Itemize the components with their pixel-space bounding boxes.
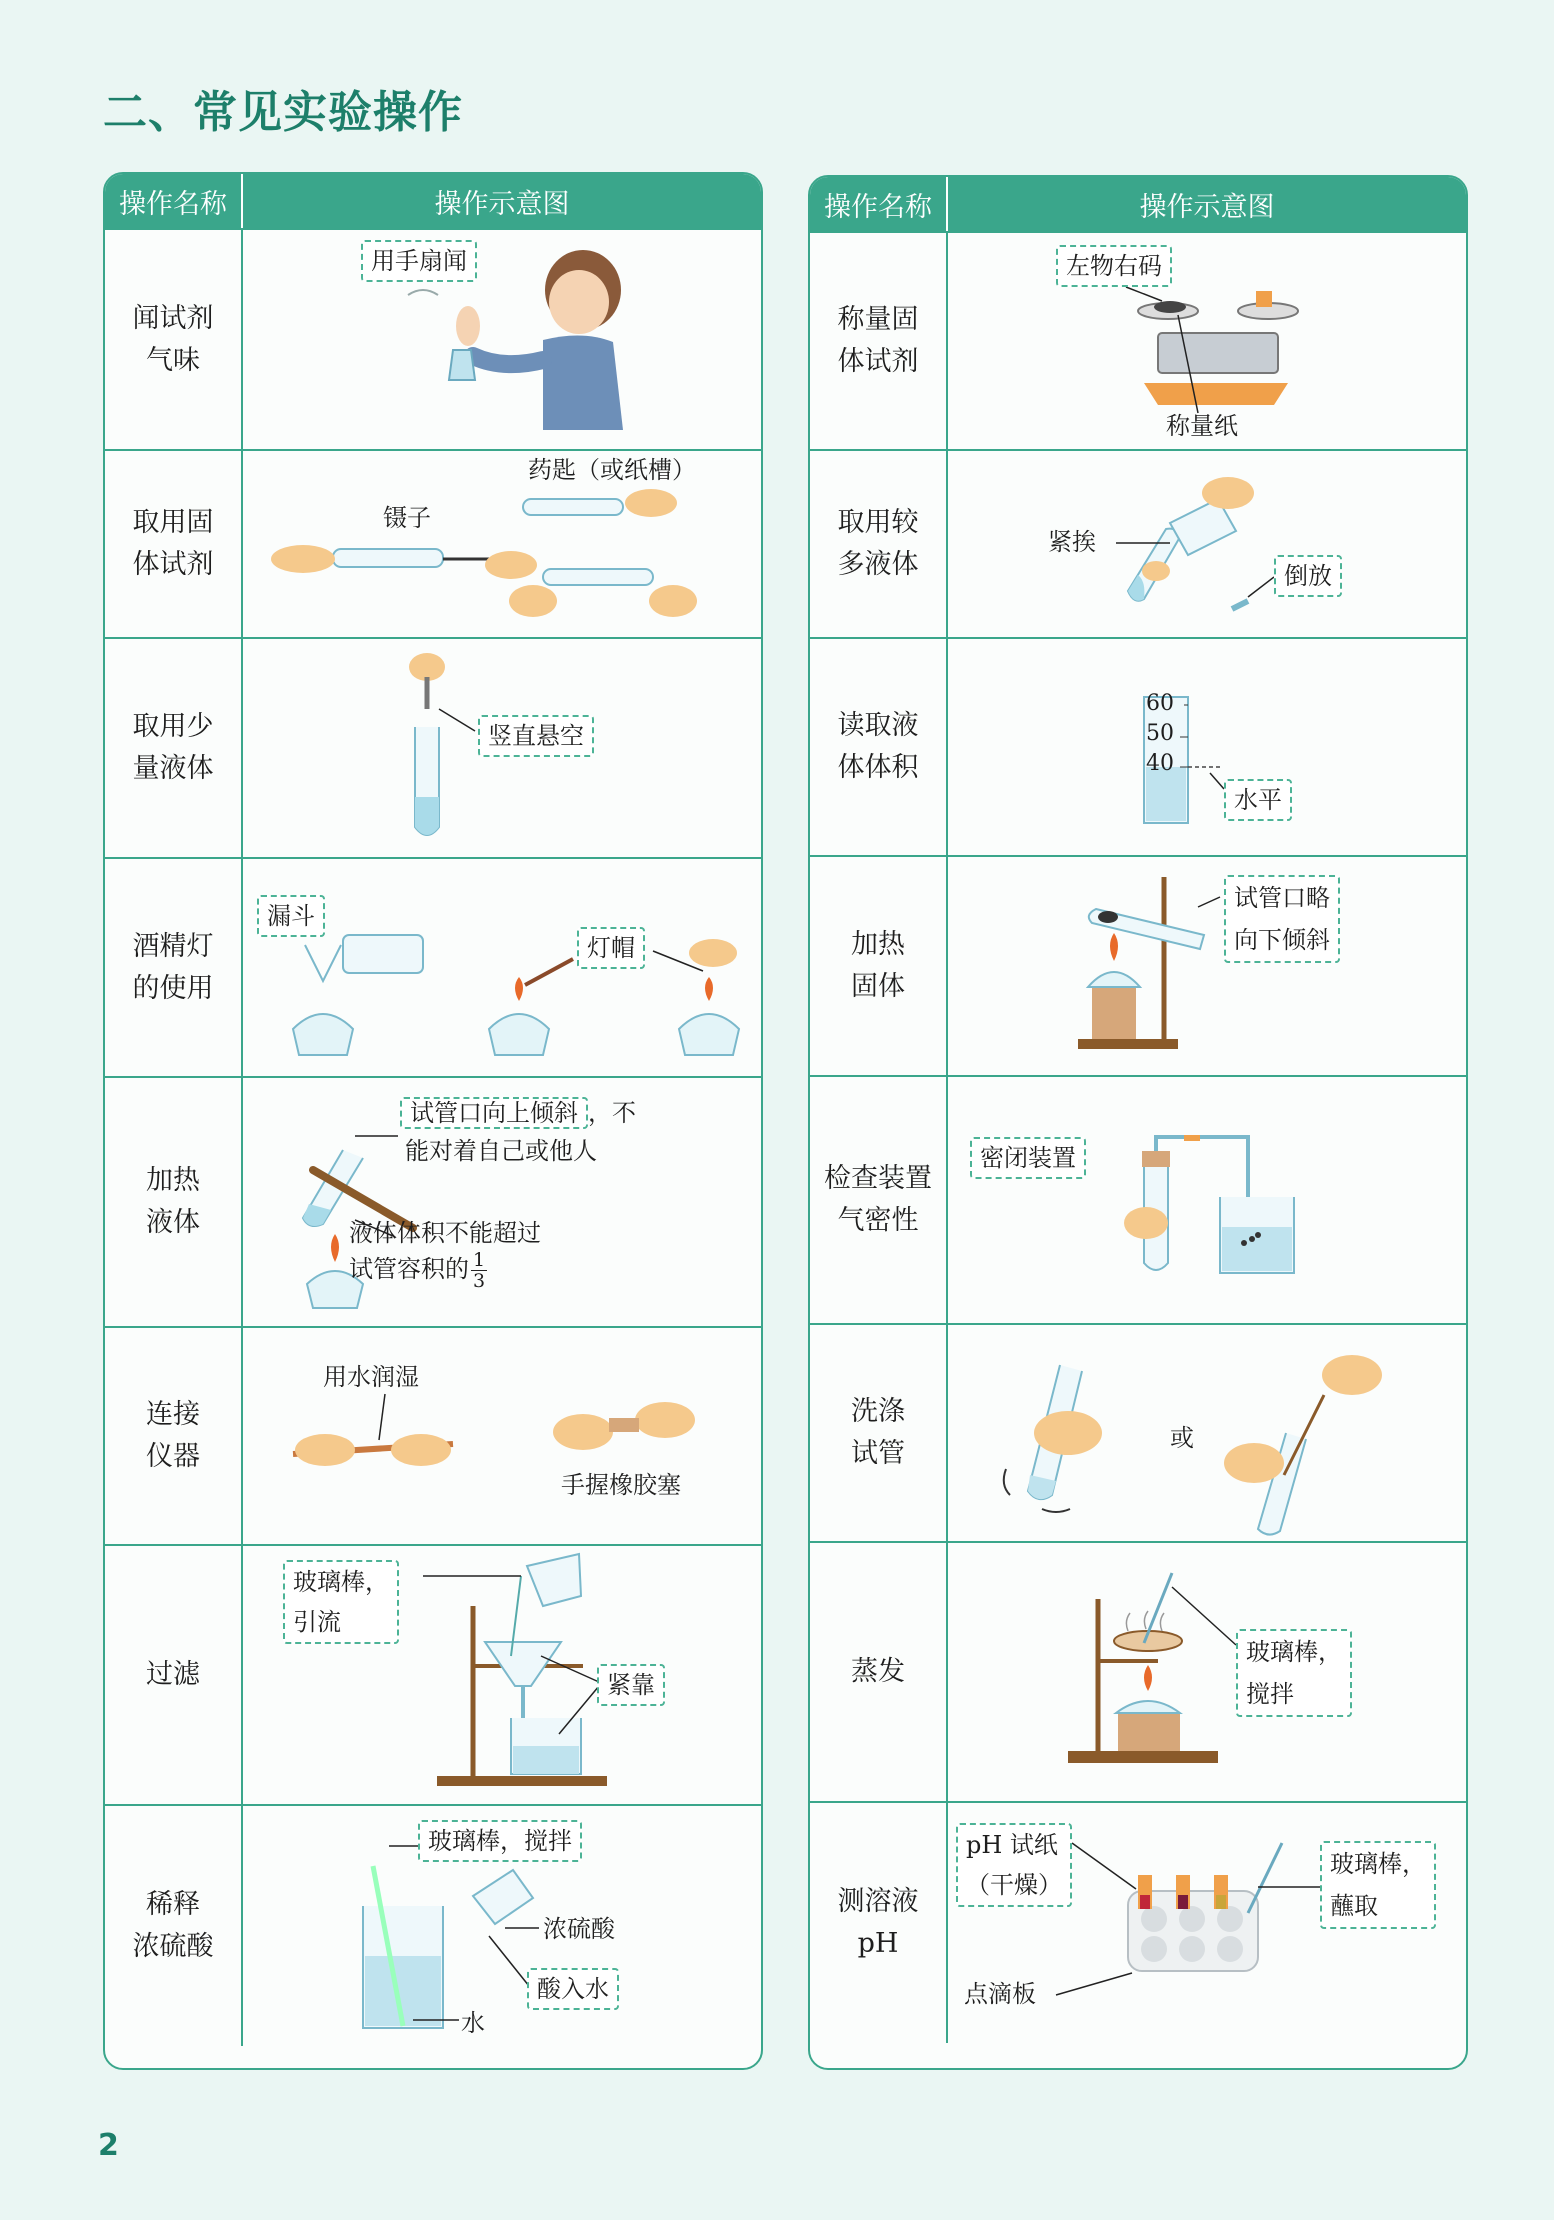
diagram-check-airtightness [948, 1077, 1466, 1323]
right-operations-table [808, 175, 1468, 2070]
operation-name: 测溶液 pH [810, 1803, 948, 2043]
label-not-facing-people: 能对着自己或他人 [405, 1137, 597, 1165]
label-wet-with-water: 用水润湿 [323, 1363, 419, 1391]
diagram-take-solid-reagent [243, 451, 761, 637]
page-title: 二、常见实验操作 [103, 87, 463, 138]
operation-name: 取用较 多液体 [810, 451, 948, 637]
operation-name: 闻试剂 气味 [105, 230, 243, 449]
operation-name: 过滤 [105, 1546, 243, 1804]
label-glass-rod-drain: 玻璃棒， 引流 [283, 1560, 399, 1644]
label-tube-capacity: 试管容积的 $\frac{1}{3}$ [349, 1249, 486, 1292]
header-operation-diagram: 操作示意图 [434, 188, 570, 220]
label-level: 水平 [1224, 779, 1292, 821]
label-tweezers: 镊子 [383, 504, 431, 532]
row-filtration [105, 1544, 761, 1804]
label-close-together: 紧挨 [1048, 528, 1096, 556]
row-weigh-solid [810, 231, 1466, 449]
row-take-small-liquid [105, 637, 761, 857]
row-read-liquid-volume [810, 637, 1466, 855]
row-wash-test-tube [810, 1323, 1466, 1541]
operation-name: 取用固 体试剂 [105, 451, 243, 637]
row-check-airtightness [810, 1075, 1466, 1323]
operation-name: 连接 仪器 [105, 1328, 243, 1544]
tick-40: 40 [1146, 751, 1174, 776]
operation-name: 称量固 体试剂 [810, 233, 948, 449]
diagram-wash-test-tube [948, 1325, 1466, 1541]
operation-name: 洗涤 试管 [810, 1325, 948, 1541]
row-evaporation [810, 1541, 1466, 1801]
row-take-more-liquid [810, 449, 1466, 637]
label-ph-paper-dry: pH 试纸 （干燥） [956, 1823, 1072, 1907]
diagram-connect-apparatus [243, 1328, 761, 1544]
label-spoon: 药匙（或纸槽） [528, 456, 696, 484]
label-glass-rod-stir: 玻璃棒， 搅拌 [1236, 1629, 1352, 1717]
graduated-cylinder-illustration [948, 639, 1466, 855]
diagram-heat-solid [948, 857, 1466, 1075]
row-heat-liquid [105, 1076, 761, 1326]
diagram-heat-liquid [243, 1078, 761, 1326]
wash-tube-illustration [948, 1325, 1466, 1541]
operation-name: 加热 液体 [105, 1078, 243, 1326]
label-hold-rubber-stopper: 手握橡胶塞 [561, 1471, 681, 1499]
page-number: 2 [98, 2128, 119, 2163]
left-operations-table [103, 172, 763, 2070]
diagram-take-more-liquid [948, 451, 1466, 637]
label-glass-rod-dip: 玻璃棒， 蘸取 [1320, 1841, 1436, 1929]
row-measure-ph [810, 1801, 1466, 2043]
label-or: 或 [1170, 1424, 1194, 1452]
label-acid-into-water: 酸入水 [527, 1968, 619, 2010]
row-connect-apparatus [105, 1326, 761, 1544]
row-alcohol-lamp [105, 857, 761, 1076]
row-dilute-sulfuric-acid [105, 1804, 761, 2046]
header-operation-name: 操作名称 [810, 177, 948, 231]
label-weighing-paper: 称量纸 [1166, 412, 1238, 440]
boy-fanning-illustration [243, 230, 761, 449]
pour-liquid-illustration [948, 451, 1466, 637]
diagram-filtration [243, 1546, 761, 1804]
label-funnel: 漏斗 [257, 895, 325, 937]
operation-name: 读取液 体体积 [810, 639, 948, 855]
table-header [105, 174, 761, 228]
operation-name: 稀释 浓硫酸 [105, 1806, 243, 2046]
header-operation-diagram: 操作示意图 [1139, 191, 1275, 223]
table-header [810, 177, 1466, 231]
diagram-weigh-solid [948, 233, 1466, 449]
heat-solid-illustration [948, 857, 1466, 1075]
diagram-read-liquid-volume [948, 639, 1466, 855]
label-concentrated-sulfuric-acid: 浓硫酸 [543, 1915, 615, 1943]
tick-60: 60 [1146, 691, 1174, 716]
label-left-object-right-weight: 左物右码 [1056, 245, 1172, 287]
label-spot-plate: 点滴板 [964, 1980, 1036, 2008]
tick-50: 50 [1146, 721, 1174, 746]
diagram-measure-ph [948, 1803, 1466, 2043]
header-operation-name: 操作名称 [105, 174, 243, 228]
label-vertical-suspend: 竖直悬空 [478, 715, 594, 757]
fraction-one-third: $\frac{1}{3}$ [473, 1249, 486, 1292]
operation-name: 检查装置 气密性 [810, 1077, 948, 1323]
label-fan-smell: 用手扇闻 [361, 240, 477, 282]
label-glass-rod-stir: 玻璃棒，搅拌 [418, 1820, 582, 1862]
evaporation-illustration [948, 1543, 1466, 1801]
label-close-contact: 紧靠 [597, 1664, 665, 1706]
label-closed-device: 密闭装置 [970, 1137, 1086, 1179]
diagram-take-small-liquid [243, 639, 761, 857]
label-upside-down: 倒放 [1274, 555, 1342, 597]
label-lamp-cap: 灯帽 [577, 927, 645, 969]
operation-name: 蒸发 [810, 1543, 948, 1801]
airtightness-illustration [948, 1077, 1466, 1323]
alcohol-lamp-illustration [243, 859, 761, 1076]
row-smell-reagent [105, 228, 761, 449]
diagram-evaporation [948, 1543, 1466, 1801]
label-water: 水 [461, 2009, 485, 2037]
label-tube-mouth-down: 试管口略 向下倾斜 [1224, 875, 1340, 963]
operation-name: 取用少 量液体 [105, 639, 243, 857]
diagram-dilute-sulfuric-acid [243, 1806, 761, 2046]
diagram-smell-reagent [243, 230, 761, 449]
label-volume-limit: 液体体积不能超过 [349, 1219, 541, 1247]
diagram-alcohol-lamp [243, 859, 761, 1076]
label-tube-mouth-up: 试管口向上倾斜 ，不 [400, 1094, 636, 1132]
operation-name: 加热 固体 [810, 857, 948, 1075]
connect-apparatus-illustration [243, 1328, 761, 1544]
row-take-solid-reagent [105, 449, 761, 637]
row-heat-solid [810, 855, 1466, 1075]
operation-name: 酒精灯 的使用 [105, 859, 243, 1076]
